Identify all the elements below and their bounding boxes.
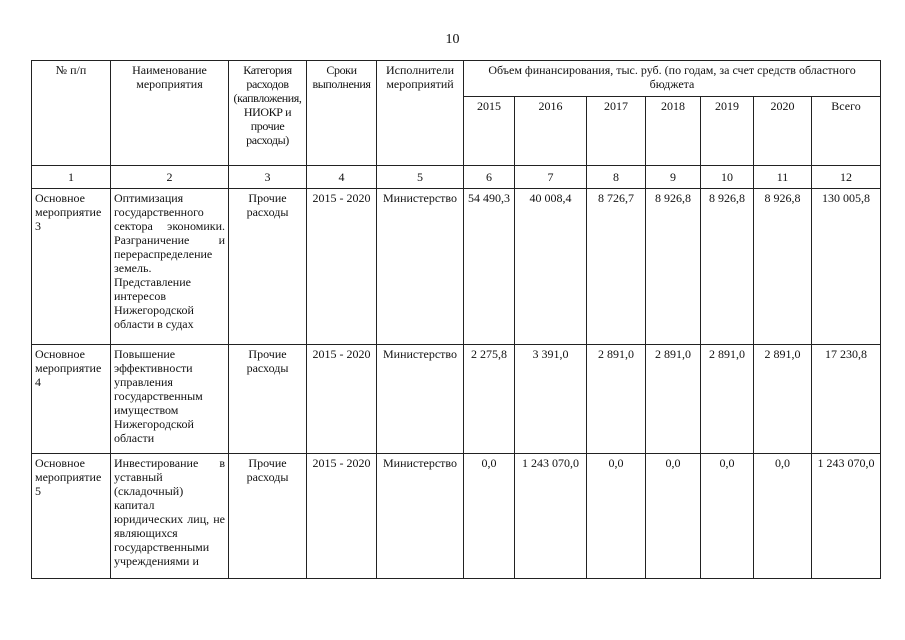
row-value-total: 130 005,8 [812, 189, 881, 345]
row-value-2020: 8 926,8 [754, 189, 812, 345]
row-value-2015: 54 490,3 [464, 189, 515, 345]
header-total: Всего [812, 97, 881, 166]
header-category: Категория расходов (капвложения, НИОКР и прочие расходы) [229, 61, 307, 166]
header-name: Наименование мероприятия [111, 61, 229, 166]
column-number: 6 [464, 166, 515, 189]
row-value-2015: 2 275,8 [464, 345, 515, 454]
row-value-2015: 0,0 [464, 454, 515, 579]
row-value-2019: 2 891,0 [701, 345, 754, 454]
header-year: 2020 [754, 97, 812, 166]
column-number: 1 [32, 166, 111, 189]
row-category: Прочие расходы [229, 454, 307, 579]
row-executor: Министерство [377, 189, 464, 345]
table-row [32, 454, 881, 579]
header-num: № п/п [32, 61, 111, 166]
table-row [32, 189, 881, 345]
column-number: 9 [646, 166, 701, 189]
row-value-2016: 3 391,0 [515, 345, 587, 454]
row-value-2016: 1 243 070,0 [515, 454, 587, 579]
row-name: Оптимизация государственного сектора экономики. Разграничение и перераспределение земель. Представление интересов Нижегородской области в судах [111, 189, 229, 345]
row-value-2019: 8 926,8 [701, 189, 754, 345]
row-category: Прочие расходы [229, 345, 307, 454]
column-number: 3 [229, 166, 307, 189]
row-value-2020: 2 891,0 [754, 345, 812, 454]
row-value-2017: 2 891,0 [587, 345, 646, 454]
row-name: Повышение эффективности управления государственным имуществом Нижегородской области [111, 345, 229, 454]
row-value-2017: 8 726,7 [587, 189, 646, 345]
header-row [32, 61, 881, 97]
header-year: 2019 [701, 97, 754, 166]
row-num: Основное мероприятие 3 [32, 189, 111, 345]
column-number: 4 [307, 166, 377, 189]
funding-table [31, 60, 881, 579]
row-value-total: 1 243 070,0 [812, 454, 881, 579]
header-period: Сроки выполнения [307, 61, 377, 166]
header-funding: Объем финансирования, тыс. руб. (по годам, за счет средств областного бюджета [464, 61, 881, 97]
row-executor: Министерство [377, 345, 464, 454]
header-year: 2015 [464, 97, 515, 166]
column-number: 7 [515, 166, 587, 189]
column-number: 10 [701, 166, 754, 189]
row-value-2017: 0,0 [587, 454, 646, 579]
header-year: 2016 [515, 97, 587, 166]
row-value-total: 17 230,8 [812, 345, 881, 454]
row-name: Инвестирование в уставный (складочный) капитал юридических лиц, не являющихся государственными учреждениями и [111, 454, 229, 579]
page-number: 10 [445, 32, 460, 47]
column-number: 2 [111, 166, 229, 189]
row-period: 2015 - 2020 [307, 454, 377, 579]
header-year: 2018 [646, 97, 701, 166]
table-row [32, 345, 881, 454]
column-number: 5 [377, 166, 464, 189]
row-num: Основное мероприятие 5 [32, 454, 111, 579]
row-value-2020: 0,0 [754, 454, 812, 579]
row-executor: Министерство [377, 454, 464, 579]
header-year: 2017 [587, 97, 646, 166]
column-number: 11 [754, 166, 812, 189]
column-number: 12 [812, 166, 881, 189]
column-numbers-row [32, 166, 881, 189]
column-number: 8 [587, 166, 646, 189]
row-value-2018: 0,0 [646, 454, 701, 579]
row-period: 2015 - 2020 [307, 345, 377, 454]
row-period: 2015 - 2020 [307, 189, 377, 345]
row-value-2018: 2 891,0 [646, 345, 701, 454]
row-num: Основное мероприятие 4 [32, 345, 111, 454]
header-executor: Исполнители мероприятий [377, 61, 464, 166]
row-value-2019: 0,0 [701, 454, 754, 579]
row-value-2018: 8 926,8 [646, 189, 701, 345]
row-value-2016: 40 008,4 [515, 189, 587, 345]
row-category: Прочие расходы [229, 189, 307, 345]
